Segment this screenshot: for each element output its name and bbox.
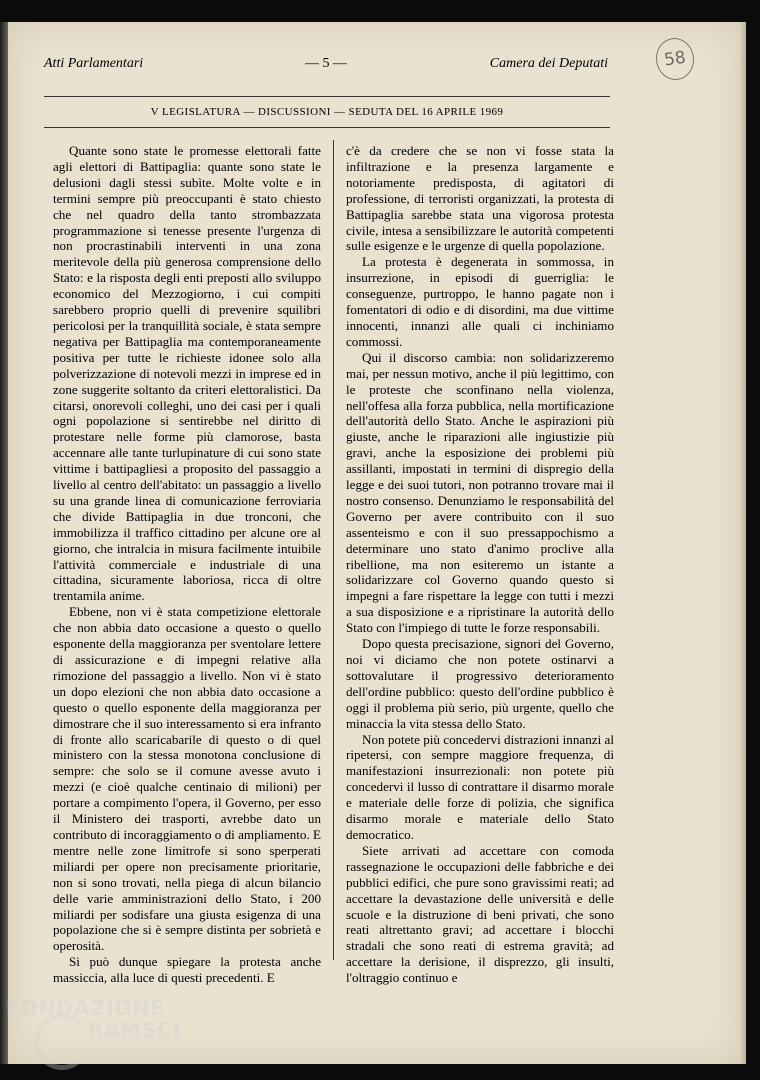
- running-header: [44, 56, 608, 76]
- stamp-number: 58: [662, 47, 688, 71]
- header-left: Atti Parlamentari: [44, 56, 144, 71]
- watermark-line1: FONDAZIONE: [6, 996, 165, 1020]
- left-column: [53, 143, 321, 986]
- paragraph: Ebbene, non vi è stata competizione elettorale che non abbia dato occasione a questo o quello esponente della maggioranza per sventolare lettere di assicurazione e di impegni relative alla rimozione del passaggio a livello. Non vi è stato un dopo elezioni che non abbia dato occasione a questo o quello esponente della maggioranza per dimostrare che il suo interessamento si era infranto di fronte allo scaricabarile di questo o di quel ministero con la stessa monotona conclusione di sempre: che solo se il comune avesse avuto i mezzi (e cioè qualche centinaio di milioni) per portare a compimento l'opera, il Governo, per esso il Ministero dei trasporti, avrebbe dato un contributo di incoraggiamento o di ampliamento. E mentre nelle zone limitrofe si sono sperperati miliardi per opere non precisamente prioritarie, non si sono trovati, nella piega di alcun bilancio delle varie amministrazioni dello Stato, i 200 miliardi per sodisfare una giusta esigenza di una popolazione che si è sempre distinta per sobrietà e operosità.: [53, 604, 321, 954]
- paragraph: Non potete più concedervi distrazioni innanzi al ripetersi, con sempre maggiore frequenza, di manifestazioni insurrezionali: non potete più concedervi il lusso di contrattare il disarmo morale e materiale delle forze di polizia, che significa disarmo morale e materiale dello Stato democratico.: [346, 731, 614, 842]
- fondazione-gramsci-watermark: [6, 994, 206, 1074]
- header-right: Camera dei Deputati: [489, 56, 608, 71]
- paragraph: c'è da credere che se non vi fosse stata la infiltrazione e la presenza largamente e notoriamente predisposta, di agitatori di professione, di terroristi organizzati, la protesta di Battipaglia sarebbe stata una vigorosa protesta civile, intesa a sensibilizzare le autorità competenti sulle esigenze e le urgenze di quella popolazione.: [346, 143, 614, 254]
- session-line: V LEGISLATURA — DISCUSSIONI — SEDUTA DEL 16 APRILE 1969: [150, 106, 504, 118]
- column-divider: [333, 140, 334, 960]
- page-right-edge: [740, 22, 746, 1064]
- watermark-line2: RAMSCI: [88, 1018, 182, 1042]
- paragraph: La protesta è degenerata in sommossa, in insurrezione, in episodi di guerriglia: le conseguenze, purtroppo, le hanno pagate non i fomentatori di odio e di disordini, ma due vittime innocenti, innanzi alle quali ci inchiniamo commossi.: [346, 254, 614, 349]
- gramsci-g-logo-icon: [34, 1014, 90, 1070]
- header-rule: [44, 96, 610, 97]
- paragraph: Dopo questa precisazione, signori del Governo, noi vi diciamo che non potete ostinarvi a sottovalutare il progressivo deterioramento dell'ordine pubblico: questo dell'ordine pubblico è oggi il problema più serio, più urgente, quello che minaccia la vita stessa dello Stato.: [346, 636, 614, 731]
- paragraph: Siete arrivati ad accettare con comoda rassegnazione le occupazioni delle fabbriche e dei pubblici edifici, che pure sono gravissimi reati; ad accettare la devastazione delle università e delle scuole e la distruzione di beni privati, che sono reati altrettanto gravi; ad accettare i blocchi stradali che sono reati di estrema gravità; ad accettare la derisione, il disprezzo, gli insulti, l'oltraggio continuo e: [346, 842, 614, 986]
- right-column: [346, 143, 614, 986]
- book-binding-edge: [0, 22, 8, 1064]
- watermark-line3: onlus: [136, 1046, 161, 1056]
- subheader-rule: [44, 127, 610, 128]
- paragraph: Quante sono state le promesse elettorali fatte agli elettori di Battipaglia: quante sono state le delusioni dagli stessi subìte. Molte volte e in termini sempre più preoccupanti è stato chiesto che nel quadro della tanto strombazzata programmazione si tenesse presente l'urgenza di non procrastinabili interventi in una zona meritevole della più generosa comprensione dello Stato: e la risposta degli enti preposti allo sviluppo economico del Mezzogiorno, i cui compiti sarebbero proprio quelli di prevenire squilibri pericolosi per la tranquillità sociale, è stata sempre negativa per Battipaglia ma contemporaneamente positiva per tutte le richieste idonee solo alla polverizzazione di notevoli mezzi in imprese ed in zone suggerite soltanto da criteri elettoralistici. Da citarsi, onorevoli colleghi, uno dei casi per i quali ogni popolazione si sentirebbe nel diritto di protestare nelle forme più clamorose, basta accennare alle tante turlupinature di cui sono state vittime i battipagliesi a proposito del passaggio a livello al centro dell'abitato: un passaggio a livello su una grande linea di comunicazione ferroviaria che divide Battipaglia in due tronconi, che immobilizza il traffico cittadino per alcune ore al giorno, che intralcia in misura facilmente intuibile l'attività commerciale e industriale di una cittadina, sicuramente laboriosa, ricca di oltre trentamila anime.: [53, 143, 321, 604]
- page-number: — 5 —: [305, 56, 347, 71]
- paragraph: Qui il discorso cambia: non solidarizzeremo mai, per nessun motivo, anche il più legittimo, con le proteste che sconfinano nella violenza, nell'offesa alla forza pubblica, nella mortificazione dell'autorità dello Stato. Anche le aspirazioni più giuste, anche le riparazioni alle ingiustizie più gravi, anche la esposizione dei problemi più assillanti, impostati in termini di dispregio della legge e dei suoi tutori, non potranno trovare mai il nostro consenso. Denunziamo le responsabilità del Governo per avere contribuito con il suo assenteismo e con il suo pressappochismo a determinare uno stato d'animo proclive alla ribellione, ma non esiteremo un istante a solidarizzare col Governo quando questo si impegni a fare rispettare la legge con tutti i mezzi a sua disposizione e a ripristinare la autorità dello Stato con l'impiego di tutte le forze responsabili.: [346, 349, 614, 636]
- paragraph: Si può dunque spiegare la protesta anche massiccia, alla luce di questi precedenti. E: [53, 954, 321, 986]
